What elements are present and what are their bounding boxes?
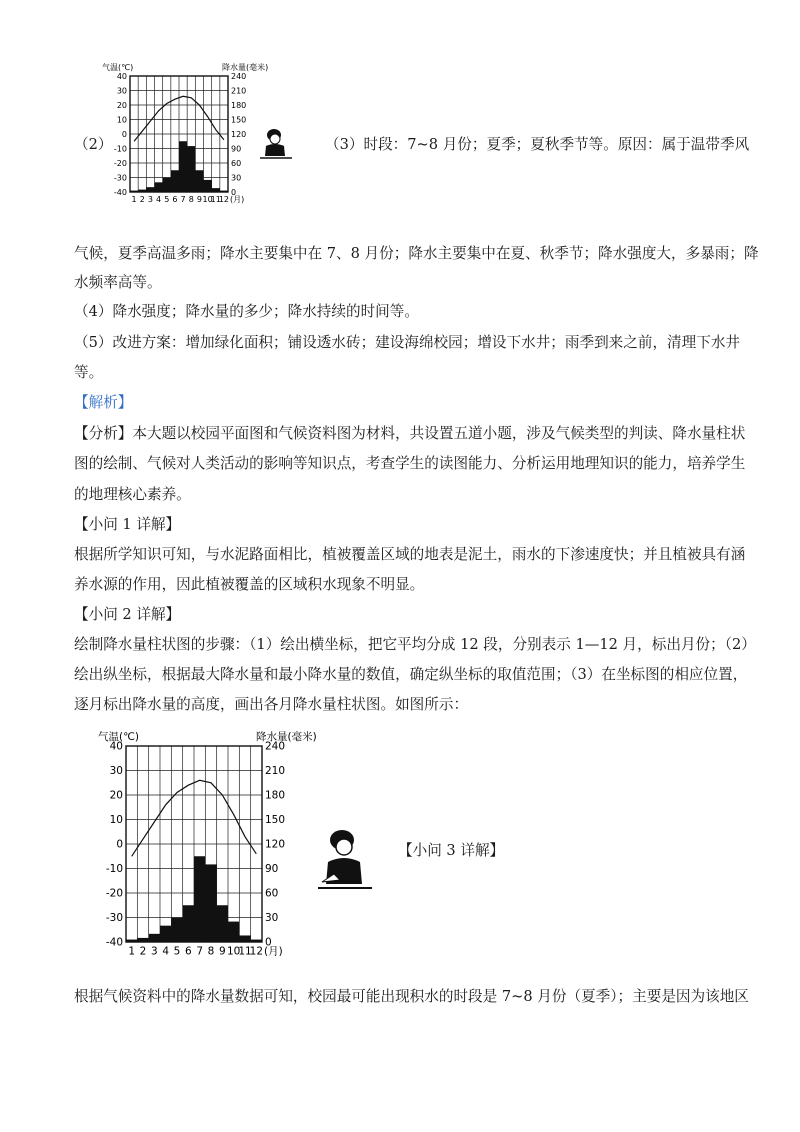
- q3-line-1: 根据气候资料中的降水量数据可知，校园最可能出现积水的时段是 7~8 月份（夏季）；主要是因为该地区: [74, 988, 749, 1005]
- left-axis-title: 气温(℃): [102, 63, 134, 72]
- precip-bar: [217, 905, 228, 942]
- student-figure-small: [258, 128, 294, 162]
- temp-tick-label: -40: [105, 936, 123, 949]
- q2-line-2: 绘出纵坐标，根据最大降水量和最小降水量的数值，确定纵坐标的取值范围；（3）在坐标图的相应位置，: [74, 666, 748, 683]
- top-line-2: 气候，夏季高温多雨；降水主要集中在 7、8 月份；降水主要集中在夏、秋季节；降水强度大，多暴雨；降: [74, 245, 759, 262]
- month-tick-label: 4: [156, 195, 162, 204]
- chart-b-group: [98, 730, 317, 958]
- answer-4: （4）降水强度；降水量的多少；降水持续的时间等。: [74, 303, 419, 320]
- analysis-p2: 图的绘制、气候对人类活动的影响等知识点，考查学生的读图能力、分析运用地理知识的能力，培养学生: [74, 455, 746, 472]
- precip-bar: [205, 864, 216, 942]
- month-tick-label: 6: [172, 195, 178, 204]
- month-tick-label: 11: [210, 195, 221, 204]
- temp-tick-label: -10: [105, 863, 123, 876]
- month-tick-label: 10: [202, 195, 213, 204]
- temp-tick-label: -30: [105, 912, 123, 925]
- month-tick-label: 5: [164, 195, 170, 204]
- month-tick-label: 5: [173, 945, 181, 958]
- precip-tick-label: 180: [265, 789, 286, 802]
- month-tick-label: 11: [238, 945, 252, 958]
- month-tick-label: 3: [150, 945, 158, 958]
- precip-bar: [187, 146, 195, 192]
- precip-bar: [137, 938, 148, 942]
- q2-line-1: 绘制降水量柱状图的步骤：（1）绘出横坐标，把它平均分成 12 段，分别表示 1—12 月，标出月份；（2）: [74, 636, 756, 653]
- temp-tick-label: 30: [116, 86, 127, 96]
- month-tick-label: 1: [128, 945, 136, 958]
- right-axis-title: 降水量(毫米): [222, 63, 269, 72]
- precip-bar: [204, 180, 212, 192]
- precip-tick-label: 90: [231, 144, 242, 154]
- temp-tick-label: 20: [109, 789, 123, 802]
- precip-bar: [194, 856, 205, 942]
- q1-line-1: 根据所学知识可知，与水泥路面相比，植被覆盖区域的地表是泥土，雨水的下渗速度快；并且植被具有涵: [74, 546, 746, 563]
- precip-bar: [195, 170, 203, 192]
- precip-bar: [239, 935, 250, 942]
- temp-tick-label: -10: [113, 144, 127, 154]
- temp-tick-label: 20: [116, 100, 127, 110]
- q2-heading: 【小问 2 详解】: [74, 606, 181, 623]
- month-tick-label: 2: [139, 195, 145, 204]
- precip-bar: [220, 191, 228, 192]
- month-unit-label: (月): [264, 945, 283, 958]
- precip-bar: [228, 922, 239, 942]
- precip-bar: [160, 926, 171, 942]
- student-figure-large: [316, 828, 374, 894]
- q1-line-2: 养水源的作用，因此植被覆盖的区域积水现象不明显。: [74, 576, 425, 593]
- temp-tick-label: -20: [105, 887, 123, 900]
- precip-bar: [179, 141, 187, 192]
- month-tick-label: 7: [196, 945, 204, 958]
- precip-bar: [149, 934, 160, 942]
- month-tick-label: 8: [207, 945, 215, 958]
- precip-tick-label: 60: [265, 887, 279, 900]
- temp-tick-label: 40: [109, 740, 123, 753]
- precip-tick-label: 210: [265, 765, 286, 778]
- month-tick-label: 3: [147, 195, 153, 204]
- precip-tick-label: 210: [231, 86, 247, 96]
- top-answer-3: （3）时段：7~8 月份；夏季；夏秋季节等。原因：属于温带季风: [325, 136, 750, 153]
- month-tick-label: 6: [184, 945, 192, 958]
- precip-bar: [126, 940, 137, 942]
- analysis-p1: 【分析】本大题以校园平面图和气候资料图为材料，共设置五道小题，涉及气候类型的判读、降水量柱状: [74, 425, 746, 442]
- precip-tick-label: 30: [265, 912, 279, 925]
- climate-chart-small: [102, 58, 269, 208]
- left-axis-title: 气温(℃): [98, 731, 139, 743]
- month-tick-label: 2: [139, 945, 147, 958]
- precip-tick-label: 30: [231, 173, 242, 183]
- q2-line-3: 逐月标出降水量的高度，画出各月降水量柱状图。如图所示：: [74, 696, 469, 713]
- top-label-2: （2）: [74, 136, 113, 153]
- month-tick-label: 12: [249, 945, 264, 958]
- climate-chart-large: [82, 722, 317, 970]
- month-tick-label: 4: [162, 945, 170, 958]
- precip-bar: [163, 178, 171, 193]
- temp-tick-label: 0: [116, 838, 123, 851]
- month-tick-label: 9: [196, 195, 202, 204]
- month-tick-label: 9: [218, 945, 226, 958]
- answer-5b: 等。: [74, 364, 104, 381]
- precip-tick-label: 0: [231, 187, 237, 197]
- precip-tick-label: 240: [231, 71, 247, 81]
- temp-tick-label: 40: [116, 71, 127, 81]
- precip-tick-label: 120: [265, 838, 286, 851]
- temp-tick-label: 30: [109, 765, 123, 778]
- precip-bar: [130, 191, 138, 192]
- q3-heading: 【小问 3 详解】: [398, 842, 505, 859]
- analysis-heading: 【解析】: [74, 394, 133, 411]
- precip-bar: [251, 940, 262, 942]
- temp-tick-label: 0: [121, 129, 127, 139]
- temp-tick-label: 10: [109, 814, 123, 827]
- month-tick-label: 8: [188, 195, 194, 204]
- precip-bar: [212, 188, 220, 192]
- month-tick-label: 1: [131, 195, 137, 204]
- q1-heading: 【小问 1 详解】: [74, 516, 181, 533]
- right-axis-title: 降水量(毫米): [256, 731, 317, 743]
- precip-tick-label: 150: [231, 115, 247, 125]
- precip-tick-label: 120: [231, 129, 247, 139]
- chart-a-group: [102, 62, 268, 204]
- precip-bar: [146, 187, 154, 192]
- precip-tick-label: 150: [265, 814, 286, 827]
- precip-tick-label: 60: [231, 158, 242, 168]
- temp-tick-label: -40: [113, 187, 127, 197]
- precip-tick-label: 240: [265, 740, 286, 753]
- precip-bar: [171, 918, 182, 943]
- analysis-p3: 的地理核心素养。: [74, 486, 191, 503]
- temp-tick-label: -20: [113, 158, 127, 168]
- precip-tick-label: 90: [265, 863, 279, 876]
- answer-5a: （5）改进方案：增加绿化面积；铺设透水砖；建设海绵校园；增设下水井；雨季到来之前，清理下水井: [74, 334, 741, 351]
- precip-bar: [183, 905, 194, 942]
- month-tick-label: 12: [218, 195, 230, 204]
- month-unit-label: (月): [230, 195, 245, 204]
- temp-tick-label: -30: [113, 173, 127, 183]
- precip-bar: [171, 170, 179, 192]
- precip-bar: [138, 190, 146, 192]
- precip-tick-label: 180: [231, 100, 247, 110]
- top-line-3: 水频率高等。: [74, 274, 162, 291]
- temp-tick-label: 10: [116, 115, 127, 125]
- month-tick-label: 10: [226, 945, 241, 958]
- month-tick-label: 7: [180, 195, 186, 204]
- precip-tick-label: 0: [265, 936, 272, 949]
- precip-bar: [155, 182, 163, 192]
